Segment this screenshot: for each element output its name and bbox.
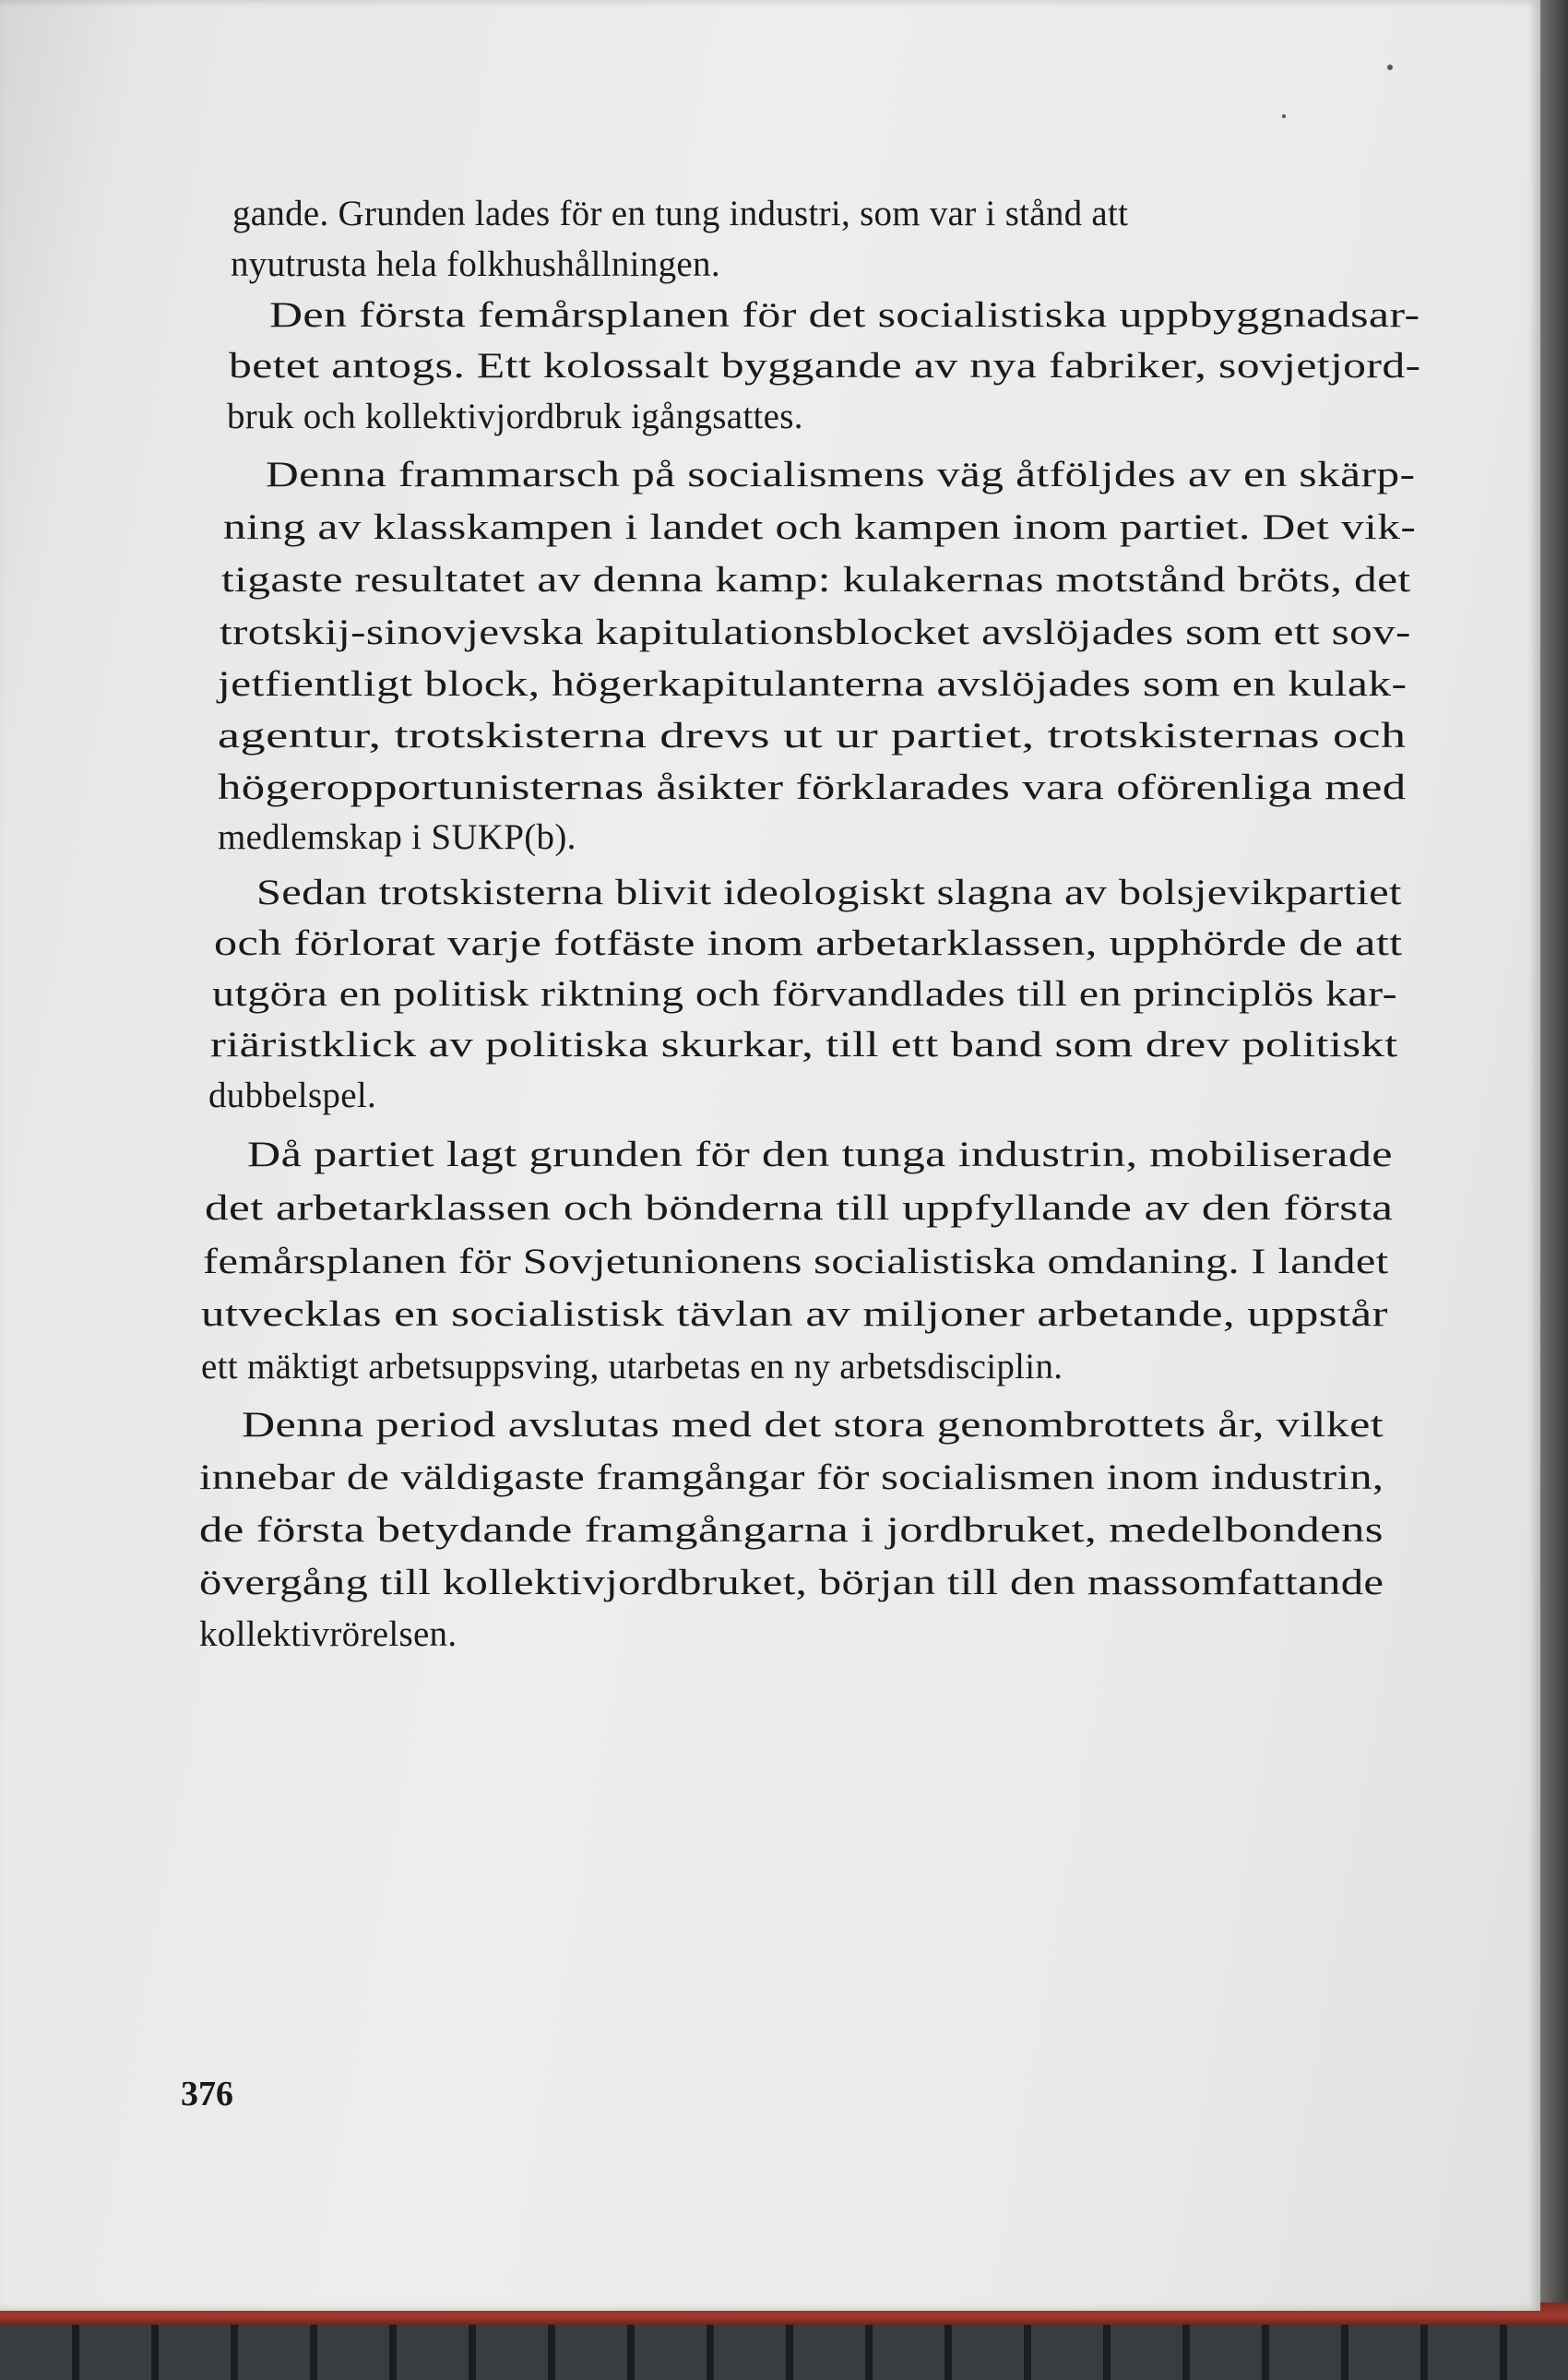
paper-speck	[1282, 114, 1286, 118]
text-line: betet antogs. Ett kolossalt byggande av nya fabriker, sovjetjord-	[229, 346, 1421, 386]
text-line: Denna frammarsch på socialismens väg åtföljdes av en skärp-	[266, 455, 1416, 494]
text-line: nyutrusta hela folkhushållningen.	[231, 244, 720, 284]
text-line: Den första femårsplanen för det socialistiska uppbyggnadsar-	[269, 295, 1420, 335]
text-line: utgöra en politisk riktning och förvandlades till en principlös kar-	[212, 974, 1397, 1014]
paper-speck	[1387, 65, 1393, 70]
text-line: riäristklick av politiska skurkar, till ett band som drev politiskt	[210, 1025, 1398, 1065]
text-line: trotskij-sinovjevska kapitulationsblocket avslöjades som ett sov-	[220, 613, 1411, 652]
text-line: högeropportunisternas åsikter förklarades vara oförenliga med	[218, 768, 1407, 807]
keyboard-strip	[0, 2325, 1568, 2380]
text-line: agentur, trotskisterna drevs ut ur partiet, trotskisternas och	[218, 716, 1407, 756]
text-line: tigaste resultatet av denna kamp: kulakernas motstånd bröts, det	[221, 560, 1411, 600]
text-line: femårsplanen för Sovjetunionens socialistiska omdaning. I landet	[203, 1242, 1389, 1281]
text-line: ett mäktigt arbetsuppsving, utarbetas en ny arbetsdisciplin.	[201, 1347, 1063, 1386]
text-line: Denna period avslutas med det stora genombrottets år, vilket	[242, 1405, 1384, 1445]
text-line: jetfientligt block, högerkapitulanterna avslöjades som en kulak-	[218, 664, 1408, 704]
text-line: medlemskap i SUKP(b).	[218, 817, 576, 857]
text-line: de första betydande framgångarna i jordbruket, medelbondens	[199, 1510, 1384, 1550]
text-line: kollektivrörelsen.	[199, 1614, 457, 1654]
text-line: dubbelspel.	[208, 1076, 377, 1115]
text-line: och förlorat varje fotfäste inom arbetarklassen, upphörde de att	[214, 923, 1403, 963]
text-line: Då partiet lagt grunden för den tunga industrin, mobiliserade	[247, 1135, 1393, 1174]
text-line: bruk och kollektivjordbruk igångsattes.	[227, 397, 803, 436]
text-line: innebar de väldigaste framgångar för socialismen inom industrin,	[199, 1458, 1384, 1497]
text-line: gande. Grunden lades för en tung industri, som var i stånd att	[232, 194, 1129, 233]
page-number: 376	[181, 2075, 233, 2113]
text-line: ning av klasskampen i landet och kampen inom partiet. Det vik-	[223, 507, 1417, 547]
text-line: utvecklas en socialistisk tävlan av miljoner arbetande, uppstår	[201, 1294, 1388, 1334]
text-line: övergång till kollektivjordbruket, början till den massomfattande	[199, 1563, 1384, 1602]
text-line: Sedan trotskisterna blivit ideologiskt slagna av bolsjevikpartiet	[256, 873, 1402, 912]
text-line: det arbetarklassen och bönderna till uppfyllande av den första	[205, 1188, 1394, 1228]
